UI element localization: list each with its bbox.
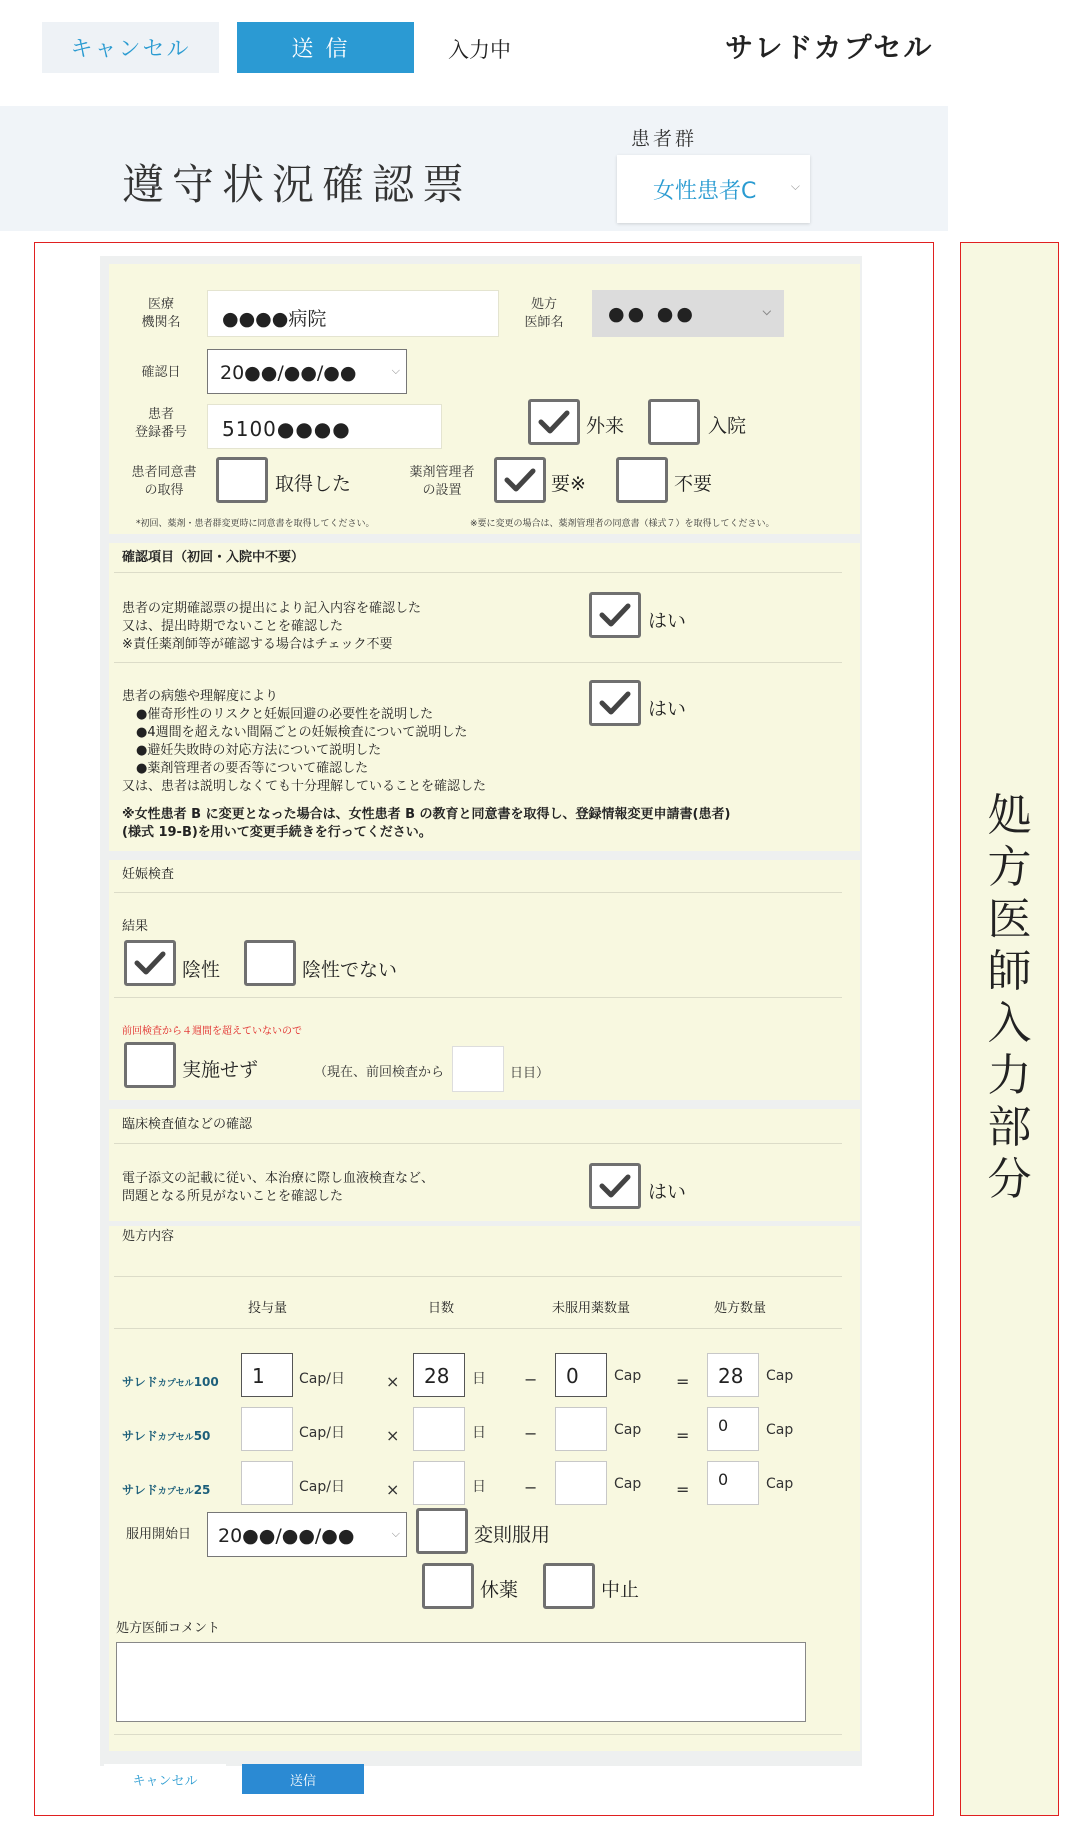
row-name-main: サレド xyxy=(122,1375,158,1389)
remaining-unit: Cap xyxy=(614,1422,642,1438)
times-operator: × xyxy=(386,1426,400,1445)
days-field[interactable] xyxy=(452,1046,504,1092)
rest-label: 休薬 xyxy=(480,1579,519,1601)
patient-no-label: 患者 登録番号 xyxy=(134,407,187,440)
lab-line1: 電子添文の記載に従い、本治療に際し血液検査など、 xyxy=(122,1171,435,1186)
remaining-unit: Cap xyxy=(614,1476,642,1492)
institution-field[interactable]: ●●●●病院 xyxy=(207,290,499,337)
remaining-input[interactable] xyxy=(555,1407,607,1451)
confirm-item2-bullet2: ●4週間を超えない間隔ごとの妊娠検査について説明した xyxy=(136,725,468,740)
confirm-item2-bullet4: ●薬剤管理者の要否等について確認した xyxy=(136,761,369,776)
checkmark-icon xyxy=(599,602,631,628)
dose-unit: Cap/日 xyxy=(299,1425,345,1441)
start-date-value: 20●●/●●/●● xyxy=(218,1525,355,1547)
row-name xyxy=(122,1481,210,1498)
confirm-item1-text xyxy=(122,600,421,654)
checkmark-icon xyxy=(134,950,166,976)
total-output: 0 xyxy=(707,1407,759,1451)
remaining-unit: Cap xyxy=(614,1368,642,1384)
side-label-text: 処 方 医 師 入 力 部 分 xyxy=(987,790,1032,1205)
row-name xyxy=(122,1427,210,1444)
confirm-item2-option: はい xyxy=(648,698,687,720)
minus-operator: − xyxy=(524,1424,538,1443)
manager-not-required-checkbox[interactable] xyxy=(616,457,668,503)
days-input[interactable] xyxy=(413,1407,465,1451)
send-button-bottom[interactable]: 送信 xyxy=(242,1764,364,1794)
patient-group-value: 女性患者C xyxy=(653,178,757,204)
days-unit: 日 xyxy=(472,1425,486,1441)
outpatient-checkbox[interactable] xyxy=(528,399,580,445)
send-button-top[interactable]: 送信 xyxy=(237,22,414,73)
checkmark-icon xyxy=(538,409,570,435)
total-unit: Cap xyxy=(766,1368,794,1384)
consent-option-label: 取得した xyxy=(275,473,352,495)
not-done-label: 実施せず xyxy=(182,1059,259,1081)
divider xyxy=(114,1328,842,1329)
lab-line2: 問題となる所見がないことを確認した xyxy=(122,1189,344,1204)
dose-unit: Cap/日 xyxy=(299,1371,345,1387)
checkmark-icon xyxy=(504,467,536,493)
row-name-main: サレド xyxy=(122,1429,158,1443)
confirm-item2-text xyxy=(122,688,486,796)
drug-name: サレドカプセル xyxy=(725,31,934,64)
total-output: 28 xyxy=(707,1353,759,1397)
manager-required-checkbox[interactable] xyxy=(494,457,546,503)
minus-operator: − xyxy=(524,1370,538,1389)
row-name-main: サレド xyxy=(122,1483,158,1497)
manager-label: 薬剤管理者 の設置 xyxy=(409,465,475,498)
confirm-warning xyxy=(122,806,730,842)
negative-checkbox[interactable] xyxy=(124,940,176,986)
minus-operator: − xyxy=(524,1478,538,1497)
row-name-num: 50 xyxy=(193,1429,211,1443)
confirm-item1-option: はい xyxy=(648,610,687,632)
lab-section-title: 臨床検査値などの確認 xyxy=(122,1117,253,1132)
dose-input[interactable]: 1 xyxy=(241,1353,293,1397)
consent-label: 患者同意書 の取得 xyxy=(131,465,197,498)
doctor-select[interactable] xyxy=(592,290,784,337)
days-prefix: （現在、前回検査から xyxy=(314,1065,445,1080)
confirm-item2-line1: 患者の病態や理解度により xyxy=(122,689,279,704)
confirm-warning-line1: ※女性患者 B に変更となった場合は、女性患者 B の教育と同意書を取得し、登録情報変更申請書(患者) xyxy=(122,807,731,822)
outpatient-label: 外来 xyxy=(586,415,625,437)
inpatient-checkbox[interactable] xyxy=(648,399,700,445)
consent-checkbox[interactable] xyxy=(216,457,268,503)
manager-not-required-label: 不要 xyxy=(674,473,713,495)
remaining-input[interactable] xyxy=(555,1461,607,1505)
confirm-item1-line1: 患者の定期確認票の提出により記入内容を確認した xyxy=(122,601,422,616)
total-unit: Cap xyxy=(766,1422,794,1438)
dose-input[interactable] xyxy=(241,1461,293,1505)
divider xyxy=(114,572,842,573)
side-label xyxy=(960,790,1059,1206)
total-unit: Cap xyxy=(766,1476,794,1492)
row-name-num: 100 xyxy=(193,1375,219,1389)
days-input[interactable]: 28 xyxy=(413,1353,465,1397)
comment-label: 処方医師コメント xyxy=(116,1621,221,1636)
dose-input[interactable] xyxy=(241,1407,293,1451)
divider xyxy=(114,1734,842,1735)
irregular-checkbox[interactable] xyxy=(416,1508,468,1554)
header-days: 日数 xyxy=(428,1301,455,1316)
confirm-item1-checkbox[interactable] xyxy=(589,592,641,638)
header-dose: 投与量 xyxy=(248,1301,288,1316)
chevron-down-icon: ⌵ xyxy=(790,179,800,193)
days-unit: 日 xyxy=(472,1479,486,1495)
lab-option: はい xyxy=(648,1181,687,1203)
total-output: 0 xyxy=(707,1461,759,1505)
irregular-label: 変則服用 xyxy=(474,1524,551,1546)
doctor-label: 処方 医師名 xyxy=(524,297,564,330)
divider xyxy=(114,997,842,998)
chevron-down-icon: ⌵ xyxy=(391,1527,400,1540)
confirm-item2-line-last: 又は、患者は説明しなくても十分理解していることを確認した xyxy=(122,779,487,794)
row-name-small: カプセル xyxy=(157,1487,194,1497)
divider xyxy=(114,892,842,893)
confirm-section-title: 確認項目（初回・入院中不要） xyxy=(122,550,305,565)
doctor-value: ●● ●● xyxy=(608,303,696,325)
negative-label: 陰性 xyxy=(182,959,221,981)
confirm-warning-line2: (様式 19-B)を用いて変更手続きを行ってください。 xyxy=(122,825,432,840)
confirm-date-select[interactable] xyxy=(207,349,407,394)
chevron-down-icon: ⌵ xyxy=(762,305,774,318)
comment-textarea[interactable] xyxy=(116,1642,806,1722)
divider xyxy=(114,1143,842,1144)
row-name-small: カプセル xyxy=(157,1433,194,1443)
row-name xyxy=(122,1373,219,1390)
row-name-num: 25 xyxy=(193,1483,211,1497)
times-operator: × xyxy=(386,1372,400,1391)
not-negative-checkbox[interactable] xyxy=(244,940,296,986)
equals-operator: = xyxy=(676,1372,690,1391)
days-input[interactable] xyxy=(413,1461,465,1505)
page-title: 遵守状況確認票 xyxy=(122,160,473,209)
note-left: *初回、薬剤・患者群変更時に同意書を取得してください。 xyxy=(136,519,375,529)
confirm-item1-line2: 又は、提出時期でないことを確認した xyxy=(122,619,344,634)
result-label: 結果 xyxy=(122,919,149,934)
chevron-down-icon: ⌵ xyxy=(391,364,400,377)
days-unit: 日 xyxy=(472,1371,486,1387)
patient-group-select[interactable] xyxy=(617,155,810,223)
confirm-item2-checkbox[interactable] xyxy=(589,680,641,726)
equals-operator: = xyxy=(676,1480,690,1499)
institution-label: 医療 機関名 xyxy=(141,297,181,330)
manager-required-label: 要※ xyxy=(551,473,586,495)
row-name-small: カプセル xyxy=(157,1379,194,1389)
checkmark-icon xyxy=(599,1173,631,1199)
confirm-item2-bullet3: ●避妊失敗時の対応方法について説明した xyxy=(136,743,382,758)
note-right: ※要に変更の場合は、薬剤管理者の同意書（様式７）を取得してください。 xyxy=(470,519,775,529)
stop-checkbox[interactable] xyxy=(543,1563,595,1609)
confirm-date-value: 20●●/●●/●● xyxy=(220,362,357,384)
stop-label: 中止 xyxy=(601,1579,640,1601)
confirm-item1-line3: ※責任薬剤師等が確認する場合はチェック不要 xyxy=(122,637,393,652)
start-date-select[interactable] xyxy=(207,1512,407,1557)
divider xyxy=(114,1276,842,1277)
cancel-button-bottom[interactable]: キャンセル xyxy=(104,1764,226,1794)
rest-checkbox[interactable] xyxy=(422,1563,474,1609)
inpatient-label: 入院 xyxy=(708,415,747,437)
lab-checkbox[interactable] xyxy=(589,1163,641,1209)
status-text: 入力中 xyxy=(448,38,511,62)
checkmark-icon xyxy=(599,690,631,716)
start-date-label: 服用開始日 xyxy=(126,1527,192,1542)
pregnancy-section-title: 妊娠検査 xyxy=(122,867,175,882)
days-suffix: 日目） xyxy=(510,1066,550,1081)
dose-unit: Cap/日 xyxy=(299,1479,345,1495)
divider xyxy=(114,662,842,663)
date-label: 確認日 xyxy=(141,365,181,380)
cancel-button-top[interactable]: キャンセル xyxy=(42,22,219,73)
remaining-input[interactable]: 0 xyxy=(555,1353,607,1397)
header-total: 処方数量 xyxy=(714,1301,767,1316)
not-done-checkbox[interactable] xyxy=(124,1042,176,1088)
not-negative-label: 陰性でない xyxy=(302,959,398,981)
header-remaining: 未服用薬数量 xyxy=(552,1301,631,1316)
red-note: 前回検査から４週間を超えていないので xyxy=(122,1026,302,1037)
equals-operator: = xyxy=(676,1426,690,1445)
prescription-section-title: 処方内容 xyxy=(122,1229,175,1244)
patient-group-label: 患者群 xyxy=(631,128,698,150)
lab-text xyxy=(122,1170,434,1206)
times-operator: × xyxy=(386,1480,400,1499)
patient-no-field[interactable]: 5100●●●● xyxy=(207,404,442,449)
confirm-item2-bullet1: ●催奇形性のリスクと妊娠回避の必要性を説明した xyxy=(136,707,434,722)
